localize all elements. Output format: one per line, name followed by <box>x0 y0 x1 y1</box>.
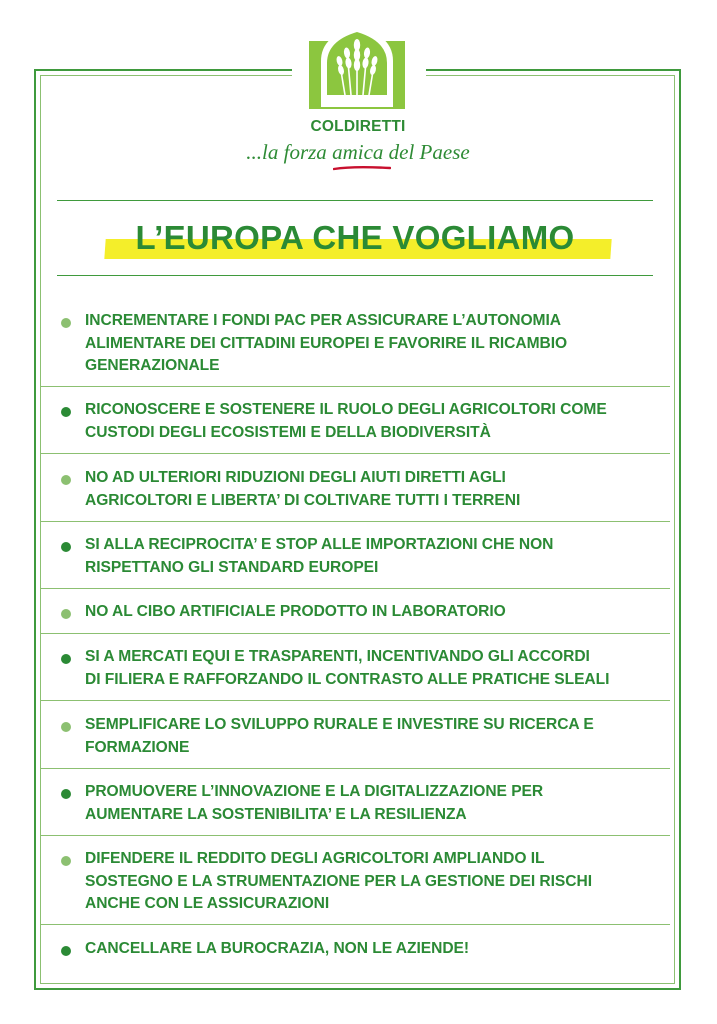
page-title: L’EUROPA CHE VOGLIAMO <box>135 219 575 256</box>
bullet-icon <box>61 722 71 732</box>
tagline-underline-icon <box>333 165 391 171</box>
list-item-text: CANCELLARE LA BUROCRAZIA, NON LE AZIENDE! <box>85 940 470 957</box>
list-item-text: INCREMENTARE I FONDI PAC PER ASSICURARE L’AUTONOMIA ALIMENTARE DEI CITTADINI EUROPEI E FAVORIRE IL RICAMBIO GENERAZIONALE <box>85 312 568 374</box>
bullet-icon <box>61 318 71 328</box>
list-item-text: DIFENDERE IL REDDITO DEGLI AGRICOLTORI AMPLIANDO IL SOSTEGNO E LA STRUMENTAZIONE PER LA GESTIONE DEI RISCHI ANCHE CON LE ASSICURAZIONI <box>85 850 592 912</box>
title-rule-top <box>57 200 653 201</box>
list-item-text: PROMUOVERE L’INNOVAZIONE E LA DIGITALIZZAZIONE PER AUMENTARE LA SOSTENIBILITA’ E LA RESILIENZA <box>85 783 544 823</box>
tagline-start: ...la forza <box>246 140 333 164</box>
bullet-icon <box>61 542 71 552</box>
list-divider <box>40 768 670 769</box>
bullet-icon <box>61 654 71 664</box>
list-item-text: SI A MERCATI EQUI E TRASPARENTI, INCENTIVANDO GLI ACCORDI DI FILIERA E RAFFORZANDO IL CONTRASTO ALLE PRATICHE SLEALI <box>85 648 610 688</box>
list-divider <box>40 521 670 522</box>
list-item-text: NO AD ULTERIORI RIDUZIONI DEGLI AIUTI DIRETTI AGLI AGRICOLTORI E LIBERTA’ DI COLTIVARE TUTTI I TERRENI <box>85 469 521 509</box>
tagline <box>200 140 516 165</box>
title-rule-bottom <box>57 275 653 276</box>
coldiretti-logo-icon <box>307 23 407 111</box>
bullet-icon <box>61 946 71 956</box>
list-divider <box>40 588 670 589</box>
tagline-accent: amica <box>332 140 384 164</box>
list-item-text: SEMPLIFICARE LO SVILUPPO RURALE E INVESTIRE SU RICERCA E FORMAZIONE <box>85 716 594 756</box>
bullet-icon <box>61 407 71 417</box>
bullet-icon <box>61 475 71 485</box>
bullet-icon <box>61 789 71 799</box>
brand-name: COLDIRETTI <box>310 118 406 135</box>
list-divider <box>40 453 670 454</box>
list-divider <box>40 386 670 387</box>
list-item-text: NO AL CIBO ARTIFICIALE PRODOTTO IN LABORATORIO <box>85 603 506 620</box>
list-item-text: RICONOSCERE E SOSTENERE IL RUOLO DEGLI AGRICOLTORI COME CUSTODI DEGLI ECOSISTEMI E DELLA BIODIVERSITÀ <box>85 401 607 441</box>
list-divider <box>40 700 670 701</box>
list-divider <box>40 835 670 836</box>
list-divider <box>40 924 670 925</box>
tagline-end: del Paese <box>383 140 470 164</box>
bullet-icon <box>61 609 71 619</box>
list-divider <box>40 633 670 634</box>
bullet-icon <box>61 856 71 866</box>
list-item-text: SI ALLA RECIPROCITA’ E STOP ALLE IMPORTAZIONI CHE NON RISPETTANO GLI STANDARD EUROPEI <box>85 536 554 576</box>
